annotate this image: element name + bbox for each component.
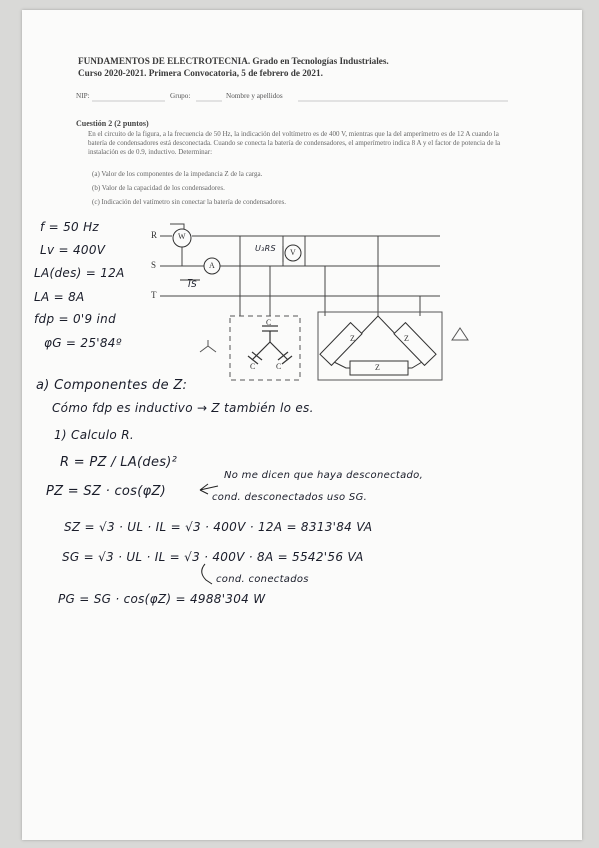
wattmeter-label: W [178,232,186,241]
question-item-b: (b) Valor de la capacidad de los condensadores. [92,184,225,192]
note-use-sg: cond. desconectados uso SG. [212,492,368,503]
question-item-a: (a) Valor de los componentes de la impedancia Z de la carga. [92,170,263,178]
formula-r: R = PZ / LA(des)² [60,455,178,470]
note-disconnected: No me dicen que haya desconectado, [224,470,424,481]
given-voltmeter: Lv = 400V [40,243,106,257]
cond-arrow-icon [202,564,212,584]
question-body: En el circuito de la figura, a la frecuencia de 50 Hz, la indicación del voltímetro es de 400 V, mientras que la del amperímetro es de 12 A cuando la batería de condensadores está desconectada. Cuando se conecta la batería de condensadores, el amperímetro indica 8 A y el factor de potencia de la instalación es de 0.9, inductivo. Determinar: [88,130,501,156]
given-ammeter: LA = 8A [34,290,85,304]
solution-step: 1) Calculo R. [54,428,134,442]
impedance-left [320,323,362,366]
exam-title: FUNDAMENTOS DE ELECTROTECNIA. Grado en Tecnologías Industriales. [78,56,389,66]
impedance-bottom-label: Z [375,363,380,372]
impedance-left-label: Z [350,334,355,343]
ammeter-label: A [209,261,215,270]
solution-line1: Cómo fdp es inductivo → Z también lo es. [52,401,314,415]
solution-heading: a) Componentes de Z: [36,378,188,393]
exam-subtitle: Curso 2020-2021. Primera Convocatoria, 5 de febrero de 2021. [78,68,323,78]
phase-r-label: R [151,230,158,240]
nip-label: NIP: [76,92,90,100]
voltmeter-label: V [290,248,296,257]
question-title: Cuestión 2 (2 puntos) [76,119,149,128]
note-connected: cond. conectados [216,574,309,585]
cap-left-label: C [250,362,256,371]
wye-symbol-icon [200,340,216,352]
impedance-right [394,323,436,366]
voltage-label: U₃RS [255,244,276,253]
current-label: I̅S [188,280,197,290]
cap-top-label: C [266,318,272,327]
impedance-right-label: Z [404,334,409,343]
question-item-c: (c) Indicación del vatímetro sin conectar la batería de condensadores. [92,198,286,206]
grupo-label: Grupo: [170,92,191,100]
given-ammeter-des: LA(des) = 12A [34,266,125,280]
formula-sz: SZ = √3 · UL · IL = √3 · 400V · 12A = 8313'84 VA [64,520,373,534]
given-phase-angle: φG = 25'84º [44,336,122,350]
formula-sg: SG = √3 · UL · IL = √3 · 400V · 8A = 5542'56 VA [62,550,364,564]
given-frequency: f = 50 Hz [40,220,100,234]
cap-right-label: C [276,362,282,371]
delta-symbol-icon [452,328,468,340]
cap-right-plate-a [282,356,292,364]
cap-star-legs [252,342,288,360]
phase-t-label: T [151,290,157,300]
formula-pg: PG = SG · cos(φZ) = 4988'304 W [58,592,266,606]
formula-pz: PZ = SZ · cos(φZ) [46,484,167,499]
nombre-label: Nombre y apellidos [226,92,283,100]
given-power-factor: fdp = 0'9 ind [34,312,116,326]
phase-s-label: S [151,260,157,270]
